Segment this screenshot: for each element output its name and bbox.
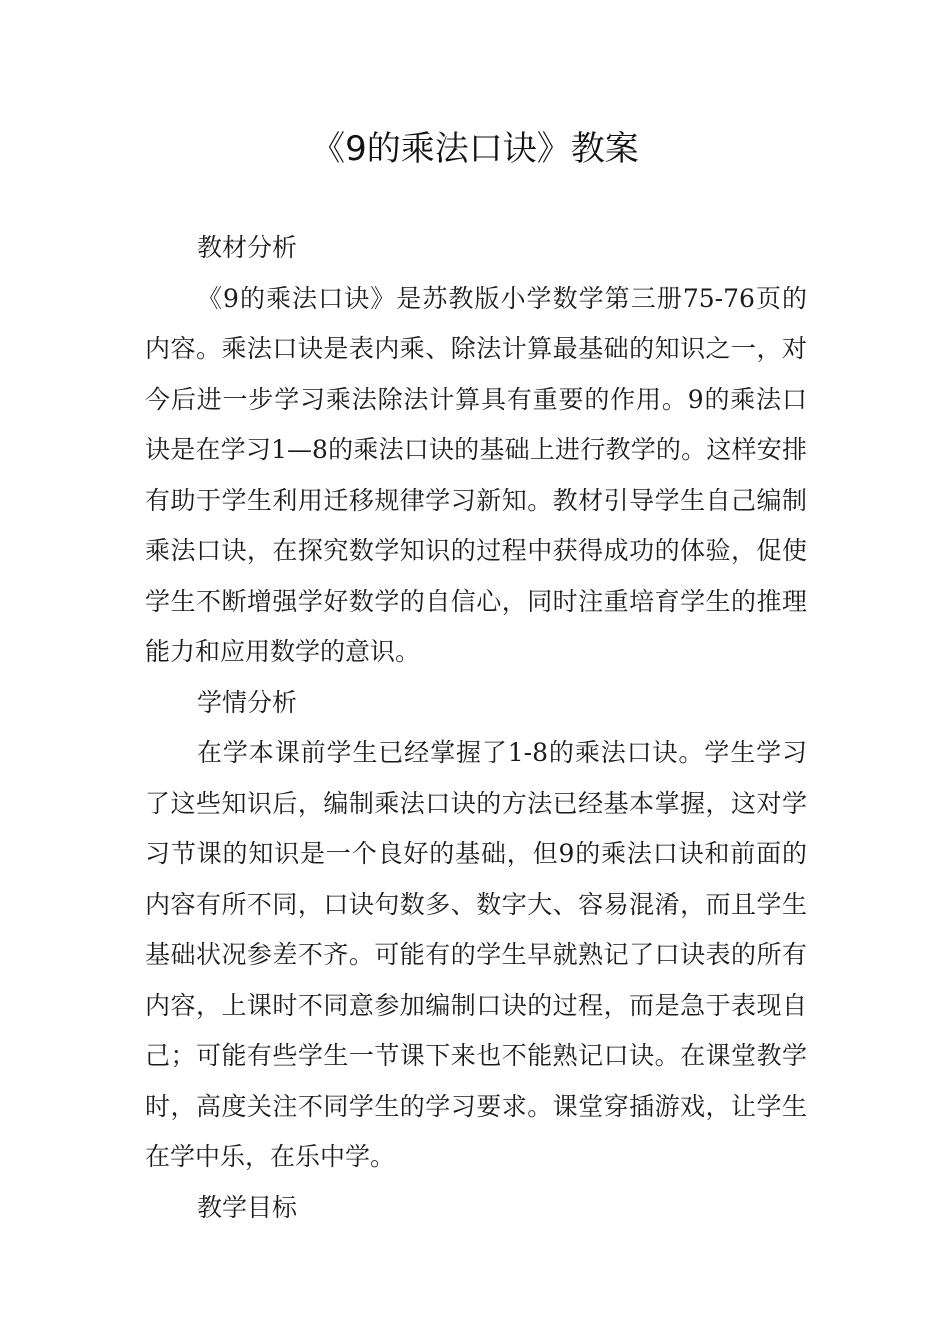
section-paragraph-textbook-analysis: 《9的乘法口诀》是苏教版小学数学第三册75-76页的内容。乘法口诀是表内乘、除法计算最基础的知识之一，对今后进一步学习乘法除法计算具有重要的作用。9的乘法口诀是在学习1—8的乘法口诀的基础上进行教学的。这样安排有助于学生利用迁移规律学习新知。教材引导学生自己编制乘法口诀，在探究数学知识的过程中获得成功的体验，促使学生不断增强学好数学的自信心，同时注重培育学生的推理能力和应用数学的意识。 [145,283,807,666]
section-heading-student-analysis: 学情分析 [197,687,298,717]
document-title: 《9的乘法口诀》教案 [311,129,639,169]
section-paragraph-student-analysis: 在学本课前学生已经掌握了1-8的乘法口诀。学生学习了这些知识后，编制乘法口诀的方法已经基本掌握，这对学习节课的知识是一个良好的基础，但9的乘法口诀和前面的内容有所不同，口诀句数多、数字大、容易混淆，而且学生基础状况参差不齐。可能有的学生早就熟记了口诀表的所有内容，上课时不同意参加编制口诀的过程，而是急于表现自己；可能有些学生一节课下来也不能熟记口诀。在课堂教学时，高度关注不同学生的学习要求。课堂穿插游戏，让学生在学中乐，在乐中学。 [145,738,807,1171]
section-heading-textbook-analysis: 教材分析 [197,233,298,262]
document-body [145,223,807,1233]
section-heading-teaching-goals: 教学目标 [197,1192,298,1222]
